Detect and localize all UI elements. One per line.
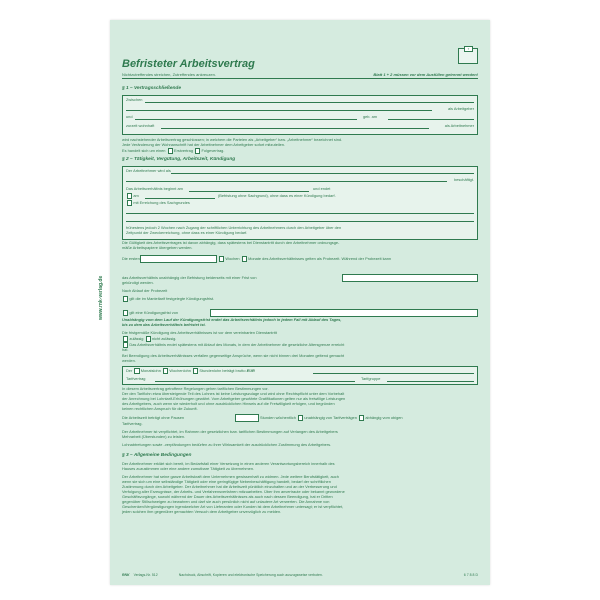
s1-text-1: wird nachstehender Arbeitsvertrag geschlossen; in welchem die Parteien als „Arbeitgeber“ bzw. „Arbeitnehmer“ bezeichnet sind. bbox=[122, 137, 343, 142]
label-der: Der bbox=[126, 368, 133, 373]
text-mehrarbeit-2: Mehrarbeit (Überstunden) zu leisten. bbox=[122, 434, 186, 439]
label-kuendigungsfrist: gilt eine Kündigungsfrist von bbox=[129, 310, 179, 315]
wage-type-row bbox=[126, 368, 255, 374]
brand-logo: RNK bbox=[122, 573, 130, 577]
label-unabh-tarif: unabhängig von Tarifverträgen bbox=[304, 415, 357, 420]
probation-units bbox=[218, 256, 391, 262]
position-field-2[interactable] bbox=[126, 181, 447, 182]
s3-line-7: Geschäftsvorgänge, sowohl während der Dauer des Arbeitsverhältnisses als auch nach dessen Beendigung, hat er Dritten bbox=[122, 494, 333, 499]
label-mit-grund: mit Erreichung des Sachgrundes bbox=[133, 200, 190, 205]
text-p1: In diesem Arbeitsvertrag getroffene Regelungen gehen tariflichen Bestimmungen vor. bbox=[122, 386, 269, 391]
employer-field-2[interactable] bbox=[126, 110, 432, 111]
wage-box bbox=[122, 366, 478, 385]
label-stunden: Stunden wöchentlich bbox=[260, 415, 296, 420]
parties-box bbox=[122, 95, 478, 135]
contract-type-row bbox=[122, 148, 478, 154]
custom-notice-field[interactable] bbox=[210, 309, 478, 317]
text-p2: Der den Tariflohn etwa übersteigende Teil des Lohnes ist keine Leistungszulage und wird ohne Rechtspflicht unter dem Vorbehalt bbox=[122, 391, 345, 396]
text-alter-1: Das Arbeitsverhältnis endet spätestens mit Ablauf des Monats, in dem der Arbeitnehmer die gesetzliche Altersgrenze erreicht bbox=[129, 342, 345, 347]
text-nach-ablauf: Nach Ablauf der Probezeit bbox=[122, 288, 168, 293]
text-unabh-2: bis zu dem das Arbeitsverhältnis befristet ist. bbox=[122, 322, 206, 327]
label-wird-als: Der Arbeitnehmer wird als bbox=[126, 168, 171, 173]
label-folgevertrag: Folgevertrag. bbox=[201, 148, 225, 153]
text-zeitpunkt: Zeitpunkt der Zweckerreichung, ohne dass es einer Kündigung bedarf. bbox=[126, 230, 248, 235]
text-p4: des Arbeitgebers, auch wenn sie wiederholt und ohne ausdrücklichen Hinweis auf die Freiwilligkeit erfolgen, und begründen bbox=[122, 401, 335, 406]
s3-line-1: Der Arbeitnehmer erklärt sich bereit, im Bedarfsfall einer Versetzung in einen anderen Verantwortungsbereich innerhalb des bbox=[122, 461, 335, 466]
address-field[interactable] bbox=[161, 128, 429, 129]
checkbox-unabh-tarif[interactable] bbox=[298, 415, 303, 420]
label-am: am bbox=[133, 193, 139, 198]
label-nicht-zulaessig: nicht zulässig. bbox=[151, 336, 177, 341]
text-beendigung-2: werden. bbox=[122, 358, 136, 363]
text-gueltigkeit-1: Die Gültigkeit des Arbeitsvertrages ist davon abhängig, dass spätestens bei Dienstantritt durch den Arbeitnehmer ordnungsge- bbox=[122, 240, 340, 245]
checkbox-manteltarif[interactable] bbox=[123, 296, 128, 301]
tarifgruppe-field[interactable] bbox=[387, 381, 474, 382]
label-die-ersten: Die ersten bbox=[122, 256, 140, 261]
checkbox-nicht-zulaessig[interactable] bbox=[146, 336, 151, 341]
label-tarifvertrag: Tarifvertrag bbox=[126, 376, 146, 381]
checkbox-folgevertrag[interactable] bbox=[195, 148, 200, 153]
label-arbeitszeit: Die Arbeitszeit beträgt ohne Pausen bbox=[122, 415, 185, 420]
sachgrund-row bbox=[126, 200, 190, 206]
s3-line-5: Zustimmung durch den Arbeitgeber. Der Arbeitnehmer hat die Arbeitszeit pünktlich einzuhalten und an der Verbesserung und bbox=[122, 484, 337, 489]
stamp-label: 7 bbox=[464, 46, 473, 52]
subtitle-instructions: Nichtzutreffendes streichen, Zutreffendes ankreuzen. bbox=[122, 72, 216, 77]
checkbox-stundenlohn[interactable] bbox=[193, 368, 198, 373]
label-manteltarif: gilt die im Manteltarif festgelegte Kündigungsfrist. bbox=[129, 296, 215, 301]
side-website[interactable]: www.rnk-verlag.de bbox=[98, 275, 104, 320]
label-und: und bbox=[126, 114, 133, 119]
label-tarifvertrag-2: Tarifvertrag. bbox=[122, 421, 143, 426]
form-stamp-icon bbox=[458, 48, 478, 64]
s3-line-8: gegenüber Stillschweigen zu bewahren und darf sie auch persönlich nicht auf unlautere Art verwerten. Die Annahme von bbox=[122, 499, 330, 504]
s3-line-10: jeden solchen ihm gegenüber gemachten Versuch dem Arbeitgeber unverzüglich zu melden. bbox=[122, 509, 282, 514]
employee-name-field[interactable] bbox=[135, 119, 357, 120]
checkbox-erstvertrag[interactable] bbox=[168, 148, 173, 153]
text-fristgemaess: Die fristgemäße Kündigung des Arbeitsverhältnisses ist vor dem vereinbarten Dienstantritt bbox=[122, 330, 277, 335]
form-code: 6 7 8 8 D bbox=[463, 573, 478, 577]
employer-field[interactable] bbox=[145, 102, 474, 103]
text-beendigung-1: Bei Beendigung des Arbeitsverhältnisses verfallen gegenseitige Ansprüche, wenn sie nicht binnen drei Monaten geltend gemacht bbox=[122, 353, 345, 358]
checkbox-abh-tarif[interactable] bbox=[359, 415, 364, 420]
contract-sheet bbox=[98, 20, 490, 585]
label-handelt: Es handelt sich um einen bbox=[122, 148, 166, 153]
label-tarifgruppe: Tarifgruppe bbox=[361, 376, 381, 381]
label-wochenlohn: Wochenlohn bbox=[169, 368, 191, 373]
subtitle-warning: Blatt 1 + 2 müssen vor dem Ausfüllen getrennt werden! bbox=[373, 72, 478, 77]
label-eur: EUR bbox=[246, 368, 255, 373]
text-gueltigkeit-2: mäße Arbeitspapiere übergeben werden. bbox=[122, 245, 193, 250]
checkbox-monate[interactable] bbox=[242, 256, 247, 261]
text-mehrarbeit-1: Der Arbeitnehmer ist verpflichtet, im Rahmen der gesetzlichen bzw. tariflichen Bestimmungen auf Verlangen des Arbeitgebers bbox=[122, 429, 338, 434]
sachgrund-field-2[interactable] bbox=[126, 221, 474, 222]
checkbox-end-date[interactable] bbox=[127, 193, 132, 198]
label-zwischen: Zwischen bbox=[126, 97, 143, 102]
checkbox-zulaessig[interactable] bbox=[123, 336, 128, 341]
checkbox-wochenlohn[interactable] bbox=[163, 368, 168, 373]
birthdate-field[interactable] bbox=[388, 119, 474, 120]
label-beschaeftigt: beschäftigt. bbox=[454, 177, 474, 182]
text-lohn: Lohnabtretungen sowie -verpfändungen bedürfen zu ihrer Wirksamkeit der ausdrücklichen Zustimmung des Arbeitgebers. bbox=[122, 442, 332, 447]
employment-box bbox=[122, 166, 478, 240]
copyright-notice: Nachdruck, Abschrift, Kopieren und elektronische Speicherung auch auszugsweise verboten. bbox=[178, 573, 323, 577]
s3-line-6: Verfolgung aller Erzeugnisse, der Arbeits- und Verfahrensverfahren mitzuarbeiten. Über ihm anvertraute oder bekannt gewordene bbox=[122, 489, 345, 494]
zulaessig-row bbox=[122, 336, 478, 342]
mantel-row bbox=[122, 296, 478, 302]
s3-line-9: Geschenken/Vergünstigungen irgendwelcher Art von Lieferanten oder Kunden ist dem Arbeitnehmer untersagt; er ist verpflichtet, bbox=[122, 504, 344, 509]
s3-line-4: wenn sie sich um eine selbständige Tätigkeit oder eine geringfügige Nebenbeschäftigung handelt, bedarf der schriftlichen bbox=[122, 479, 331, 484]
text-fruehestens: frühestens jedoch 2 Wochen nach Zugang der schriftlichen Unterrichtung des Arbeitnehmers durch den Arbeitgeber über den bbox=[126, 225, 342, 230]
end-date-row bbox=[126, 193, 139, 199]
label-wohnhaft: zurzeit wohnhaft bbox=[126, 123, 155, 128]
checkbox-kuendigungsfrist[interactable] bbox=[123, 310, 128, 315]
document-title: Befristeter Arbeitsvertrag bbox=[122, 58, 255, 70]
tarifvertrag-field[interactable] bbox=[155, 381, 355, 382]
checkbox-monatslohn[interactable] bbox=[134, 368, 139, 373]
label-ohne-grund: (Befristung ohne Sachgrund), ohne dass es einer Kündigung bedarf. bbox=[218, 193, 336, 198]
section-2-heading: § 2 – Tätigkeit, Vergütung, Arbeitszeit, Kündigung bbox=[122, 157, 236, 162]
hours-options bbox=[260, 415, 403, 421]
label-beginnt: Das Arbeitsverhältnis beginnt am bbox=[126, 186, 183, 191]
label-monatslohn: Monatslohn bbox=[140, 368, 161, 373]
checkbox-sachgrund[interactable] bbox=[127, 200, 132, 205]
label-arbeitnehmer: als Arbeitnehmer bbox=[444, 123, 474, 128]
label-arbeitgeber: als Arbeitgeber bbox=[448, 106, 474, 111]
text-frist: das Arbeitsverhältnis unabhängig der Befristung beiderseits mit einer Frist von bbox=[122, 275, 257, 280]
label-stundenlohn: Stundenlohn beträgt brutto bbox=[199, 368, 246, 373]
s1-text-2: Jede Veränderung der Wohnanschrift hat der Arbeitnehmer dem Arbeitgeber sofort mitzuteilen. bbox=[122, 142, 285, 147]
label-wochen: Wochen bbox=[225, 256, 240, 261]
label-und-endet: und endet bbox=[313, 186, 331, 191]
s3-line-3: Der Arbeitnehmer hat seine ganze Arbeitskraft dem Unternehmen gewissenhaft zu widmen. Jede weitere Berufstätigkeit, auch bbox=[122, 474, 339, 479]
section-3-heading: § 3 – Allgemeine Bedingungen bbox=[122, 453, 192, 458]
section-1-heading: § 1 – Vertragsschließende bbox=[122, 86, 182, 91]
label-abh-tarif: abhängig vom obigen bbox=[365, 415, 403, 420]
label-probezeit: des Arbeitsverhältnisses gelten als Probezeit. Während der Probezeit kann bbox=[262, 256, 392, 261]
text-p5: keinen rechtlichen Anspruch für die Zukunft. bbox=[122, 406, 198, 411]
end-date-field[interactable] bbox=[145, 198, 215, 199]
label-zulaessig: zulässig bbox=[129, 336, 144, 341]
label-monate: Monate bbox=[248, 256, 262, 261]
s3-line-2: Hauses zuzustimmen oder eine andere zumutbare Tätigkeit zu übernehmen. bbox=[122, 466, 255, 471]
sachgrund-field[interactable] bbox=[126, 213, 474, 214]
label-erstvertrag: Erstvertrag bbox=[173, 148, 193, 153]
divider bbox=[122, 78, 478, 79]
text-unabh-1: Unabhängig vom dem Lauf der Kündigungsfrist endet das Arbeitsverhältnis jedoch in jedem Fall mit Ablauf des Tages, bbox=[122, 317, 342, 322]
text-p3: der Anrechnung bei Lohntarif-Erhöhungen gewährt. Vom Arbeitgeber gewährte Gratifikationen gelten nur als freiwillige Leistungen bbox=[122, 396, 346, 401]
position-field[interactable] bbox=[171, 173, 474, 174]
wage-amount-field[interactable] bbox=[313, 373, 474, 374]
checkbox-wochen[interactable] bbox=[219, 256, 224, 261]
text-alter-2: hat. bbox=[122, 347, 129, 352]
text-gekuendigt: gekündigt werden. bbox=[122, 280, 154, 285]
start-date-field[interactable] bbox=[189, 191, 309, 192]
verlag-number: Verlags-Nr. 512 bbox=[133, 573, 158, 577]
label-geb: geb. am bbox=[362, 114, 377, 119]
probation-field[interactable] bbox=[140, 255, 217, 263]
footer bbox=[122, 573, 478, 577]
